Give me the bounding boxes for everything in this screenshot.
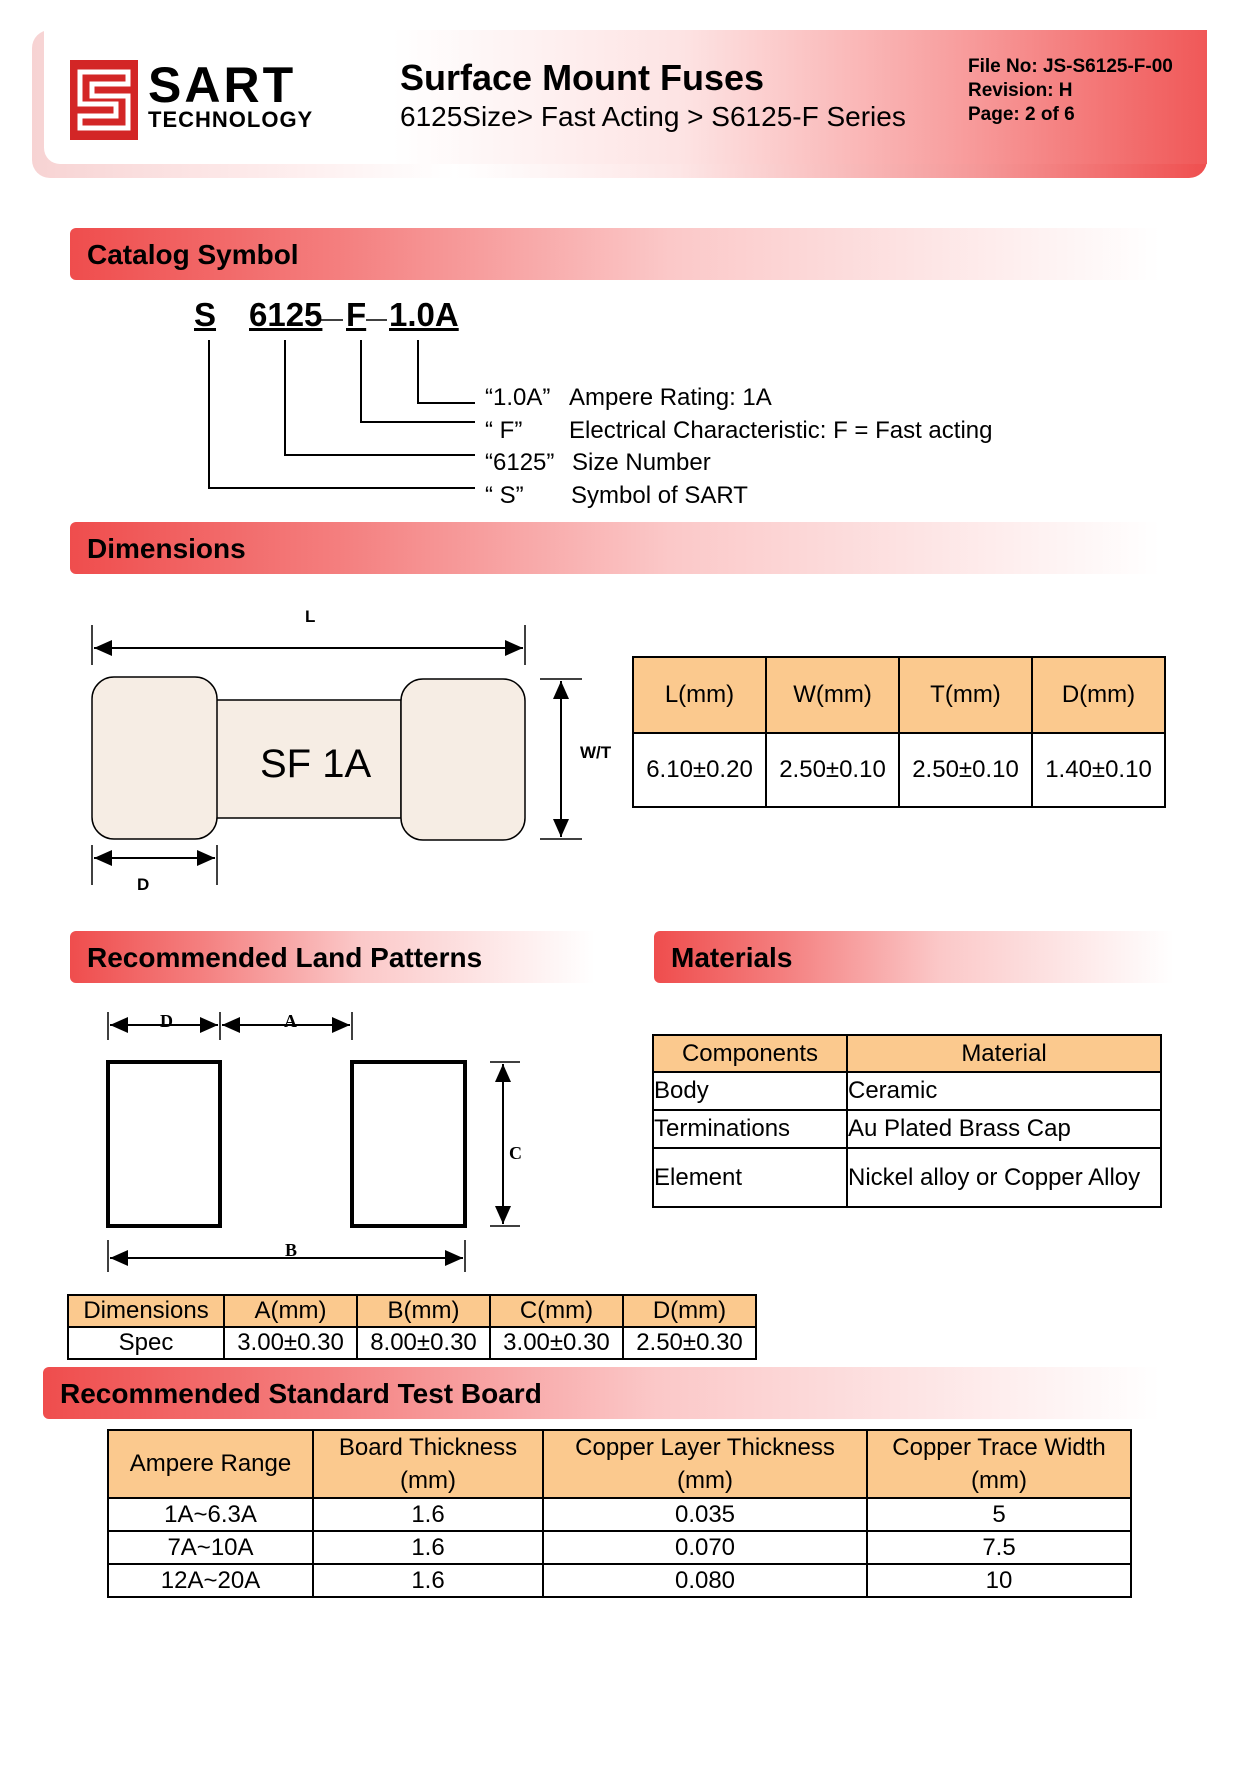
mat-material: Ceramic bbox=[847, 1072, 1161, 1110]
test-board-table bbox=[107, 1429, 1132, 1598]
tb-cell: 1A~6.3A bbox=[108, 1498, 313, 1531]
tb-cell: 10 bbox=[867, 1564, 1131, 1597]
land-header-a: A(mm) bbox=[224, 1295, 357, 1327]
tb-header-board: Board Thickness (mm) bbox=[313, 1430, 543, 1498]
land-value-a: 3.00±0.30 bbox=[224, 1327, 357, 1359]
code-part-size: 6125 bbox=[249, 296, 323, 333]
mat-component: Element bbox=[653, 1148, 847, 1207]
tb-cell: 0.080 bbox=[543, 1564, 867, 1597]
land-value-b: 8.00±0.30 bbox=[357, 1327, 490, 1359]
catalog-key-symbol: “ S” bbox=[485, 482, 524, 509]
tb-cell: 7A~10A bbox=[108, 1531, 313, 1564]
land-label-c: C bbox=[509, 1143, 522, 1163]
mat-component: Terminations bbox=[653, 1110, 847, 1148]
dim-value-d: 1.40±0.10 bbox=[1032, 733, 1165, 807]
logo-name: SART bbox=[148, 57, 297, 113]
tb-cell: 0.035 bbox=[543, 1498, 867, 1531]
file-number: File No: JS-S6125-F-00 bbox=[968, 56, 1173, 77]
dim-value-t: 2.50±0.10 bbox=[899, 733, 1032, 807]
tb-cell: 7.5 bbox=[867, 1531, 1131, 1564]
tb-cell: 5 bbox=[867, 1498, 1131, 1531]
tb-cell: 0.070 bbox=[543, 1531, 867, 1564]
mat-header-material: Material bbox=[847, 1035, 1161, 1072]
tb-header-trace: Copper Trace Width (mm) bbox=[867, 1430, 1131, 1498]
land-header-d: D(mm) bbox=[623, 1295, 756, 1327]
dim-header-d: D(mm) bbox=[1032, 657, 1165, 733]
tb-header-copper-layer: Copper Layer Thickness (mm) bbox=[543, 1430, 867, 1498]
dim-header-t: T(mm) bbox=[899, 657, 1032, 733]
dim-label-l: L bbox=[305, 607, 316, 626]
land-value-d: 2.50±0.30 bbox=[623, 1327, 756, 1359]
dim-label-d: D bbox=[137, 875, 150, 894]
land-header-b: B(mm) bbox=[357, 1295, 490, 1327]
mat-material: Au Plated Brass Cap bbox=[847, 1110, 1161, 1148]
mat-material: Nickel alloy or Copper Alloy bbox=[847, 1148, 1161, 1207]
tb-cell: 12A~20A bbox=[108, 1564, 313, 1597]
catalog-key-rating: “1.0A” bbox=[485, 384, 551, 411]
document-title: Surface Mount Fuses bbox=[400, 57, 765, 98]
catalog-desc-rating: Ampere Rating: 1A bbox=[569, 384, 772, 411]
land-header-dims: Dimensions bbox=[68, 1295, 224, 1327]
fuse-marking: SF 1A bbox=[260, 742, 372, 786]
catalog-desc-size: Size Number bbox=[572, 449, 711, 476]
catalog-desc-char: Electrical Characteristic: F = Fast acting bbox=[569, 417, 993, 444]
mat-header-component: Components bbox=[653, 1035, 847, 1072]
section-heading: Dimensions bbox=[87, 533, 246, 564]
land-header-c: C(mm) bbox=[490, 1295, 623, 1327]
dim-header-w: W(mm) bbox=[766, 657, 899, 733]
document-subtitle: 6125Size> Fast Acting > S6125-F Series bbox=[400, 101, 906, 132]
land-label-b: B bbox=[285, 1240, 298, 1260]
code-part-rating: 1.0A bbox=[389, 296, 459, 333]
land-label-d: D bbox=[160, 1011, 173, 1031]
section-heading: Recommended Land Patterns bbox=[87, 942, 483, 973]
page-number: Page: 2 of 6 bbox=[968, 104, 1075, 125]
land-row-label: Spec bbox=[68, 1327, 224, 1359]
code-part-f: F bbox=[346, 296, 367, 333]
section-test-board bbox=[43, 1367, 1160, 1419]
code-part-s: S bbox=[194, 296, 217, 333]
revision: Revision: H bbox=[968, 80, 1073, 101]
tb-cell: 1.6 bbox=[313, 1531, 543, 1564]
tb-header-range: Ampere Range bbox=[108, 1430, 313, 1498]
section-heading: Materials bbox=[671, 942, 793, 973]
dim-value-l: 6.10±0.20 bbox=[633, 733, 766, 807]
land-pattern-table bbox=[67, 1294, 757, 1360]
tb-cell: 1.6 bbox=[313, 1498, 543, 1531]
dim-value-w: 2.50±0.10 bbox=[766, 733, 899, 807]
tb-cell: 1.6 bbox=[313, 1564, 543, 1597]
catalog-key-char: “ F” bbox=[485, 417, 523, 444]
section-heading: Catalog Symbol bbox=[87, 239, 299, 270]
materials-table bbox=[652, 1034, 1162, 1208]
catalog-key-size: “6125” bbox=[485, 449, 555, 476]
dim-header-l: L(mm) bbox=[633, 657, 766, 733]
dim-label-wt: W/T bbox=[580, 743, 612, 762]
mat-component: Body bbox=[653, 1072, 847, 1110]
land-label-a: A bbox=[284, 1011, 297, 1031]
catalog-desc-symbol: Symbol of SART bbox=[571, 482, 748, 509]
logo-subtitle: TECHNOLOGY bbox=[148, 107, 314, 132]
section-heading: Recommended Standard Test Board bbox=[60, 1378, 542, 1409]
land-value-c: 3.00±0.30 bbox=[490, 1327, 623, 1359]
